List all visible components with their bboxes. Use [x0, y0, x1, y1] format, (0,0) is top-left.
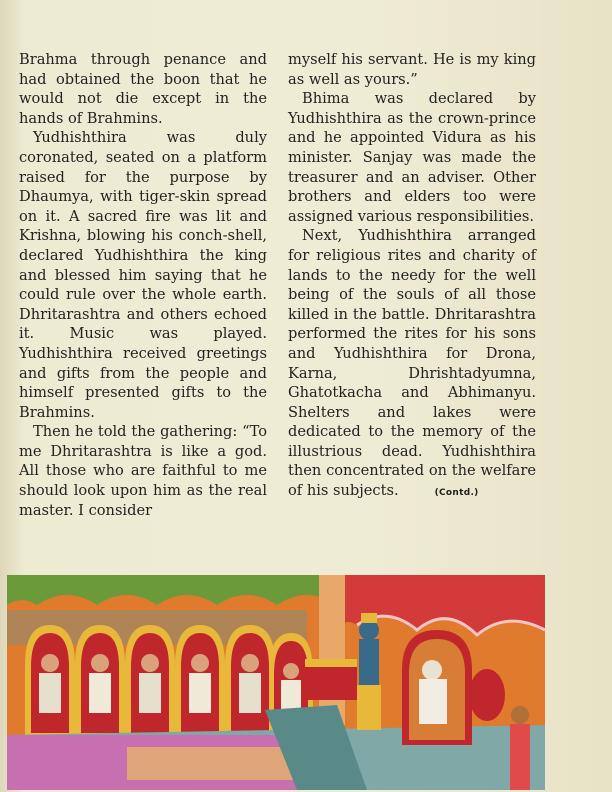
continued-label: (Contd.)	[434, 488, 479, 499]
left-paragraph-3: Then he told the gathering: “To me Dhritarashtra is like a god. All those who are faithful to me should look upon him as the real master. I consider	[19, 423, 267, 519]
raised-platform	[305, 665, 357, 700]
left-column	[19, 50, 267, 520]
right-column	[288, 50, 536, 504]
court-scene-drawing	[7, 575, 545, 790]
court-illustration	[7, 575, 545, 790]
standing-figure	[357, 613, 381, 730]
right-paragraph-3-text: Next, Yudhishthira arranged for religious rites and charity of lands to the needy for the well being of the souls of all those killed in the battle. Dhritarashtra performed the rites for his sons and Yudhishthira for Drona, Karna, Dhrishtadyumna, Ghatotkacha and Abhimanyu. Shelters and lakes were dedicated to the memory of the illustrious dead. Yudhishthira then concentrated on the welfare of his subjects.	[288, 227, 536, 500]
right-paragraph-3	[288, 226, 536, 503]
pillar	[319, 575, 345, 725]
right-paragraph-2: Bhima was declared by Yudhishthira as the crown-prince and he appointed Vidura as his minister. Sanjay was made the treasurer and an adviser. Other brothers and elders too were assigned various responsibilities.	[288, 90, 536, 225]
right-paragraph-1: myself his servant. He is my king as well as yours.”	[288, 51, 536, 88]
left-paragraph-2: Yudhishthira was duly coronated, seated on a platform raised for the purpose by Dhaumya, with tiger-skin spread on it. A sacred fire was lit and Krishna, blowing his conch-shell, declared Yudhishthira the king and blessed him saying that he could rule over the whole earth. Dhritarashtra and others echoed it. Music was played. Yudhishthira received greetings and gifts from the people and himself presented gifts to the Brahmins.	[19, 129, 267, 421]
attendant-figure	[510, 706, 530, 790]
left-paragraph-1: Brahma through penance and had obtained the boon that he would not die except in the hands of Brahmins.	[19, 51, 267, 127]
